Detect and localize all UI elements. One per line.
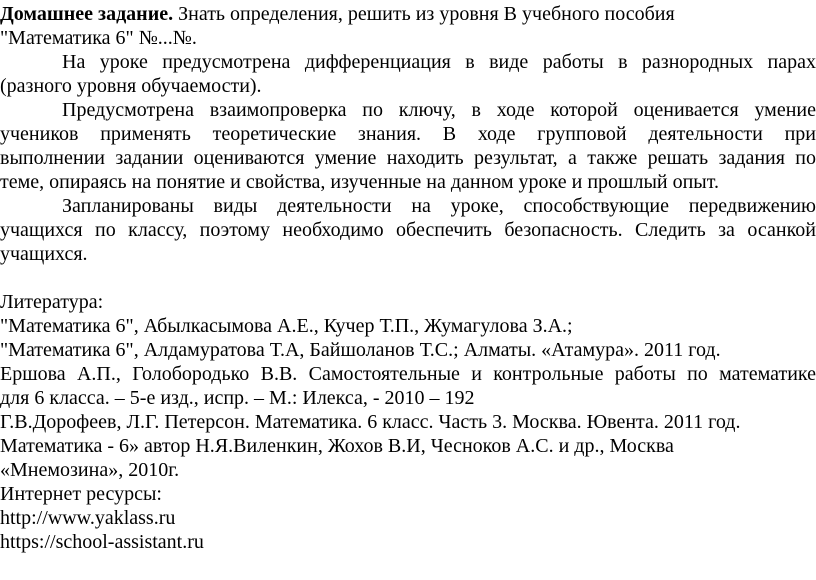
literature-item: Ершова А.П., Голобородько В.В. Самостоятельные и контрольные работы по математике [0, 363, 816, 385]
paragraph3-line-1: Запланированы виды деятельности на уроке, способствующие передвижению [62, 195, 816, 217]
literature-item: «Мнемозина», 2010г. [0, 459, 180, 481]
paragraph2-line-2: учеников применять теоретические знания. В ходе групповой деятельности при [0, 123, 816, 145]
literature-item: Математика - 6» автор Н.Я.Виленкин, Жохов В.И, Чесноков А.С. и др., Москва [0, 435, 674, 457]
literature-item: Г.В.Дорофеев, Л.Г. Петерсон. Математика. 6 класс. Часть 3. Москва. Ювента. 2011 год. [0, 411, 741, 433]
paragraph1-line-1: На уроке предусмотрена дифференциация в виде работы в разнородных парах [62, 51, 816, 73]
literature-item: для 6 класса. – 5-е изд., испр. – М.: Илекса, - 2010 – 192 [0, 387, 475, 409]
homework-line-1 [0, 2, 816, 26]
literature-item: "Математика 6", Абылкасымова А.Е., Кучер Т.П., Жумагулова З.А.; [0, 315, 573, 337]
literature-item: "Математика 6", Алдамуратова Т.А, Байшоланов Т.С.; Алматы. «Атамура». 2011 год. [0, 339, 721, 361]
paragraph3-line-2: учащихся по классу, поэтому необходимо обеспечить безопасность. Следить за осанкой [0, 219, 816, 241]
paragraph3-line-3: учащихся. [0, 243, 88, 265]
internet-link: https://school-assistant.ru [0, 531, 204, 553]
literature-heading: Литература: [0, 291, 104, 313]
homework-line-2: "Математика 6" №...№. [0, 27, 197, 49]
paragraph1-line-2: (разного уровня обучаемости). [0, 75, 262, 97]
homework-text: Знать определения, решить из уровня В учебного пособия [173, 3, 675, 25]
paragraph2-line-4: теме, опираясь на понятие и свойства, изученные на данном уроке и прошлый опыт. [0, 171, 719, 193]
paragraph2-line-1: Предусмотрена взаимопроверка по ключу, в ходе которой оценивается умение [62, 99, 816, 121]
internet-heading: Интернет ресурсы: [0, 483, 162, 505]
homework-heading: Домашнее задание. [0, 3, 174, 25]
internet-link: http://www.yaklass.ru [0, 507, 176, 529]
paragraph2-line-3: выполнении задании оцениваются умение находить результат, а также решать задания по [0, 147, 816, 169]
